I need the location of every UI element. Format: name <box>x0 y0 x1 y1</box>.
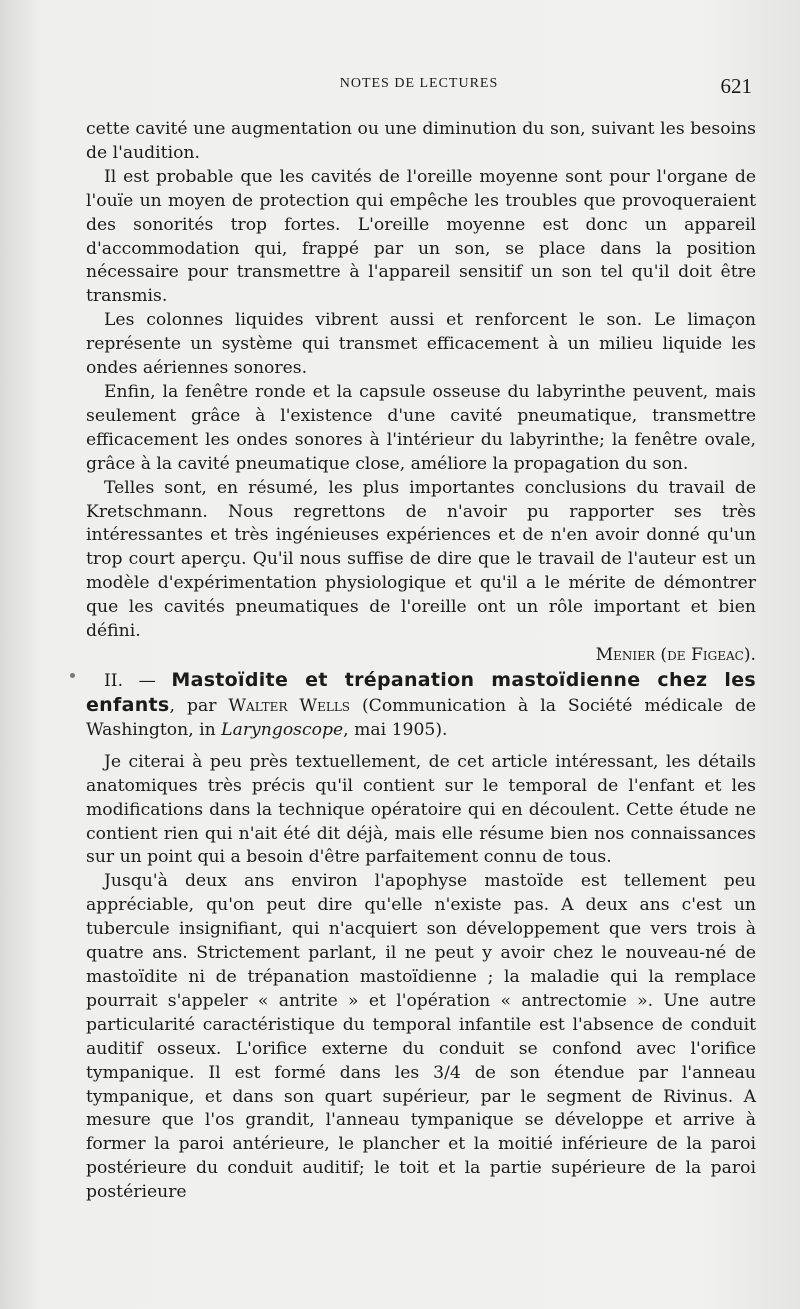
section-by: , par <box>169 695 229 716</box>
paragraph: Enfin, la fenêtre ronde et la capsule osseuse du labyrinthe peuvent, mais seulement grâce à l'existence d'une cavité pneumatique, transmettre efficacement les ondes sonores à l'intérieur du labyrinthe; la fenêtre ovale, grâce à la cavité pneumatique close, améliore la propagation du son. <box>86 381 756 474</box>
signature-line <box>86 644 756 668</box>
running-title: NOTES DE LECTURES <box>339 76 499 91</box>
section-source: (Communication à la Société médicale de Washington, in <box>86 695 756 740</box>
margin-dot <box>70 673 75 678</box>
section-number: II. — <box>104 670 172 691</box>
section-author: Walter Wells <box>228 695 351 716</box>
section-heading <box>86 668 756 742</box>
section-journal: Laryngoscope <box>221 719 344 740</box>
paragraph: Je citerai à peu près textuellement, de cet article intéressant, les détails anatomiques très précis qu'il contient sur le temporal de l'enfant et les modifications dans la technique opératoire qui en découlent. Cette étude ne contient rien qui n'ait été dit déjà, mais elle résume bien nos connaissances sur un point qui a besoin d'être parfaitement connu de tous. <box>86 751 756 868</box>
page-body <box>86 118 756 1205</box>
section-title: Mastoïdite et trépanation mastoïdienne chez les enfants <box>86 668 756 716</box>
page-header <box>86 74 752 104</box>
page-number: 621 <box>720 74 752 98</box>
paragraph: Telles sont, en résumé, les plus importantes conclusions du travail de Kretschmann. Nous regrettons de n'avoir pu rapporter ses très intéressantes et très ingénieuses expériences et de n'en avoir donné qu'un trop court aperçu. Qu'il nous suffise de dire que le travail de l'auteur est un modèle d'expérimentation physiologique et qu'il a le mérite de démontrer que les cavités pneumatiques de l'oreille ont un rôle important et bien défini. <box>86 477 756 642</box>
section-source-end: , mai 1905). <box>343 719 448 740</box>
paragraph: cette cavité une augmentation ou une diminution du son, suivant les besoins de l'audition. <box>86 119 756 163</box>
paragraph: Les colonnes liquides vibrent aussi et renforcent le son. Le limaçon représente un système qui transmet efficacement à un milieu liquide les ondes aériennes sonores. <box>86 310 756 379</box>
paragraph: Jusqu'à deux ans environ l'apophyse mastoïde est tellement peu appréciable, qu'on peut dire qu'elle n'existe pas. A deux ans c'est un tubercule insignifiant, qui n'acquiert son développement que vers trois à quatre ans. Strictement parlant, il ne peut y avoir chez le nouveau-né de mastoïdite ni de trépanation mastoïdienne ; la maladie qui la remplace pourrait s'appeler « antrite » et l'opération « antrectomie ». Une autre particularité caractéristique du temporal infantile est l'absence de conduit auditif osseux. L'orifice externe du conduit se confond avec l'orifice tympanique. Il est formé dans les 3/4 de son étendue par l'anneau tympanique, et dans son quart supérieur, par le segment de Rivinus. A mesure que l'os grandit, l'anneau tympanique se développe et arrive à former la paroi antérieure, le plancher et la moitié inférieure de la paroi postérieure du conduit auditif; le toit et la partie supérieure de la paroi postérieure <box>86 871 756 1203</box>
paragraph: Il est probable que les cavités de l'oreille moyenne sont pour l'organe de l'ouïe un moyen de protection qui empêche les troubles que provoqueraient des sonorités trop fortes. L'oreille moyenne est donc un appareil d'accommodation qui, frappé par un son, se place dans la position nécessaire pour transmettre à l'appareil sensitif un son tel qu'il doit être transmis. <box>86 166 756 307</box>
review-signature: Menier (de Figeac). <box>595 644 756 665</box>
